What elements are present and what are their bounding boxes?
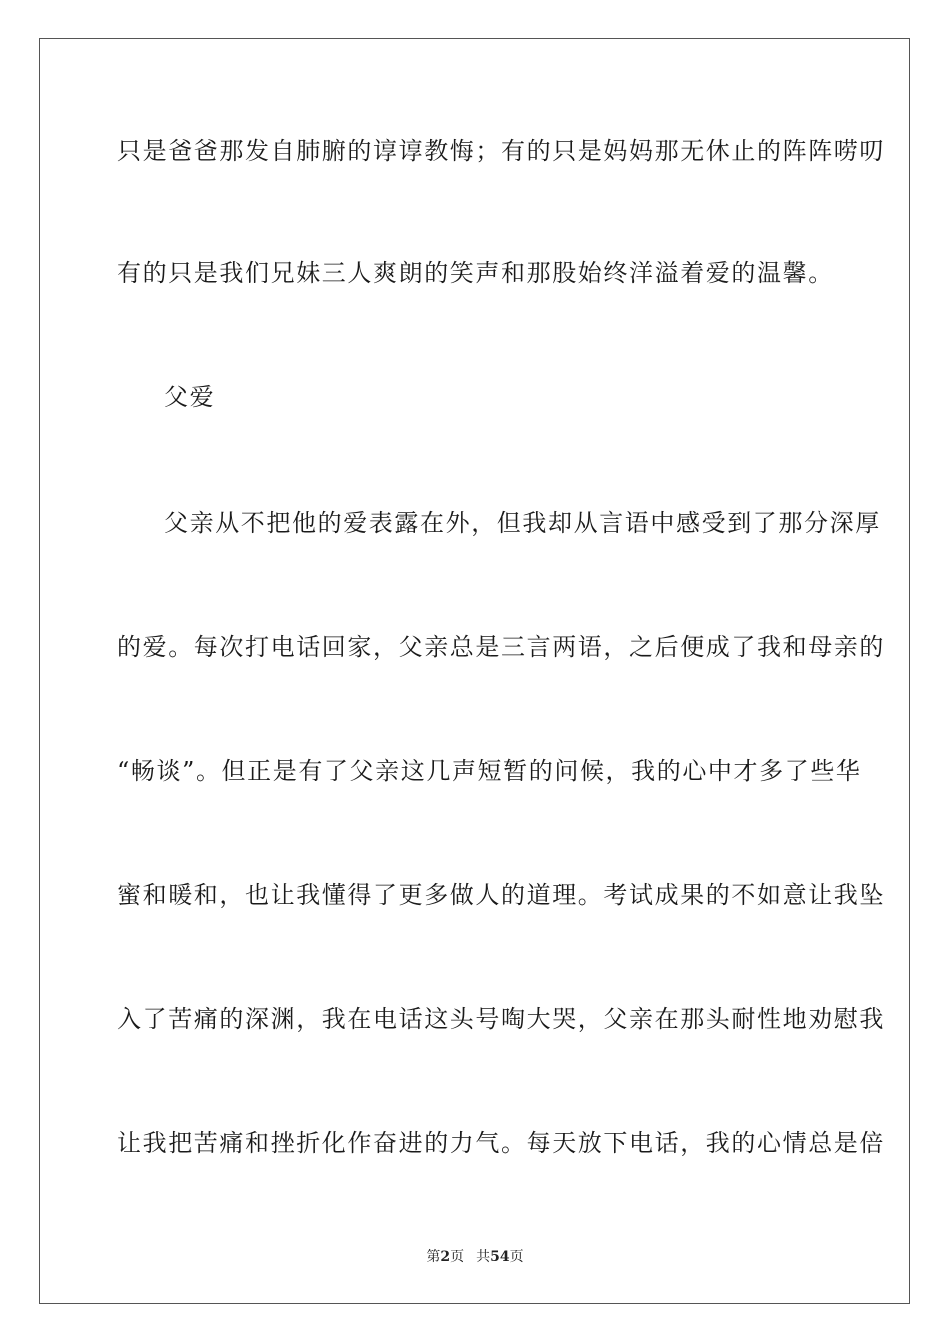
footer-page-prefix: 第: [426, 1249, 441, 1265]
page-footer: [0, 1248, 950, 1266]
text-line-6: “畅谈”。但正是有了父亲这几声短暂的问候，我的心中才多了些华: [117, 757, 862, 785]
text-line-5: 的爱。每次打电话回家，父亲总是三言两语，之后便成了我和母亲的: [117, 633, 885, 661]
footer-total-prefix: 共: [476, 1249, 491, 1265]
text-line-1: 只是爸爸那发自肺腑的谆谆教悔；有的只是妈妈那无休止的阵阵唠叨: [117, 137, 885, 165]
footer-total-pages: 54: [490, 1249, 510, 1265]
text-line-9: 让我把苦痛和挫折化作奋进的力气。每天放下电话，我的心情总是倍: [117, 1129, 885, 1157]
footer-page-number: 2: [440, 1249, 451, 1265]
text-line-8: 入了苦痛的深渊，我在电话这头号啕大哭，父亲在那头耐性地劝慰我: [117, 1005, 885, 1033]
section-heading-father-love: 父爱: [164, 383, 216, 411]
footer-total-suffix: 页: [509, 1249, 524, 1265]
text-line-2: 有的只是我们兄妹三人爽朗的笑声和那股始终洋溢着爱的温馨。: [117, 259, 834, 287]
text-line-4: 父亲从不把他的爱表露在外，但我却从言语中感受到了那分深厚: [164, 509, 881, 537]
footer-page-suffix: 页: [450, 1249, 465, 1265]
page-border: [39, 38, 910, 1304]
text-line-7: 蜜和暖和，也让我懂得了更多做人的道理。考试成果的不如意让我坠: [117, 881, 885, 909]
